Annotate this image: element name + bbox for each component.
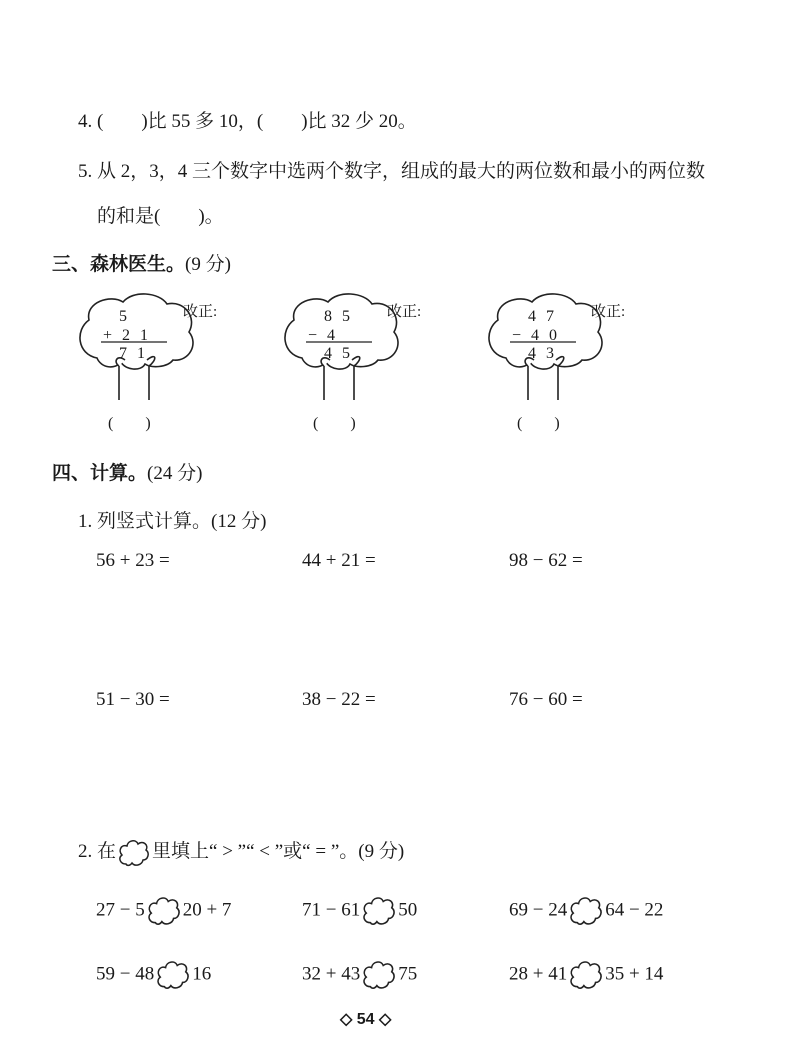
section-3-heading: [52, 249, 231, 276]
compare-5-right: 75: [398, 963, 418, 985]
cloud-blank[interactable]: [362, 895, 396, 927]
vertical-calc-1: 56 + 23 =: [96, 550, 170, 571]
tree-2-top: 8 5: [324, 308, 353, 325]
section-3-title: 三、森林医生。: [52, 253, 186, 275]
tree-3-result: 4 3: [528, 345, 557, 362]
compare-6-left: 28 + 41: [509, 963, 568, 985]
tree-1-mid: + 2 1: [103, 327, 152, 344]
answer-paren-2: ( ): [313, 415, 356, 432]
cloud-blank[interactable]: [147, 895, 181, 927]
tree-2-mid: − 4: [308, 327, 339, 344]
compare-item-4: [96, 959, 211, 991]
section-3-points: (9 分): [185, 254, 231, 275]
cloud-blank[interactable]: [569, 959, 603, 991]
tree-2-result: 4 5: [324, 345, 353, 362]
compare-1-right: 20 + 7: [182, 899, 232, 921]
tree-3-mid: − 4 0: [512, 327, 561, 344]
vertical-calc-4: 51 − 30 =: [96, 689, 170, 710]
section-4-heading: [52, 458, 202, 485]
compare-item-5: [302, 959, 417, 991]
section-4-title: 四、计算。: [52, 462, 148, 484]
compare-item-3: [509, 895, 663, 927]
answer-paren-1: ( ): [108, 415, 151, 432]
tree-1-top: 5: [119, 308, 130, 325]
compare-item-1: [96, 895, 231, 927]
compare-item-6: [509, 959, 663, 991]
compare-4-left: 59 − 48: [96, 963, 155, 985]
cloud-icon: [118, 838, 150, 868]
section-4-points: (24 分): [147, 463, 203, 484]
correction-label-2: 改正:: [387, 304, 422, 320]
compare-6-right: 35 + 14: [605, 963, 664, 985]
compare-3-left: 69 − 24: [509, 899, 568, 921]
part-2-label: [78, 836, 404, 868]
page-number: ◇ 54 ◇: [340, 1011, 392, 1028]
vertical-calc-2: 44 + 21 =: [302, 550, 376, 571]
tree-1-result: 7 1: [119, 345, 148, 362]
compare-4-right: 16: [192, 963, 212, 985]
compare-2-left: 71 − 61: [302, 899, 361, 921]
tree-3-top: 4 7: [528, 308, 557, 325]
compare-1-left: 27 − 5: [96, 899, 145, 921]
part-1-label: 1. 列竖式计算。(12 分): [78, 511, 267, 532]
cloud-blank[interactable]: [362, 959, 396, 991]
compare-3-right: 64 − 22: [605, 899, 664, 921]
vertical-calc-5: 38 − 22 =: [302, 689, 376, 710]
question-5-line-2: 的和是( )。: [97, 206, 224, 227]
compare-item-2: [302, 895, 417, 927]
cloud-blank[interactable]: [569, 895, 603, 927]
answer-paren-3: ( ): [517, 415, 560, 432]
cloud-blank[interactable]: [156, 959, 190, 991]
vertical-calc-3: 98 − 62 =: [509, 550, 583, 571]
compare-2-right: 50: [398, 899, 418, 921]
part-2-label-post: 里填上“ > ”“ < ”或“ = ”。(9 分): [152, 841, 405, 862]
correction-label-1: 改正:: [183, 304, 218, 320]
correction-label-3: 改正:: [591, 304, 626, 320]
compare-5-left: 32 + 43: [302, 963, 361, 985]
part-2-label-pre: 2. 在: [78, 841, 117, 862]
question-5-line-1: 5. 从 2，3，4 三个数字中选两个数字，组成的最大的两位数和最小的两位数: [78, 161, 706, 182]
vertical-calc-6: 76 − 60 =: [509, 689, 583, 710]
question-4: 4. ( )比 55 多 10，( )比 32 少 20。: [78, 111, 417, 132]
